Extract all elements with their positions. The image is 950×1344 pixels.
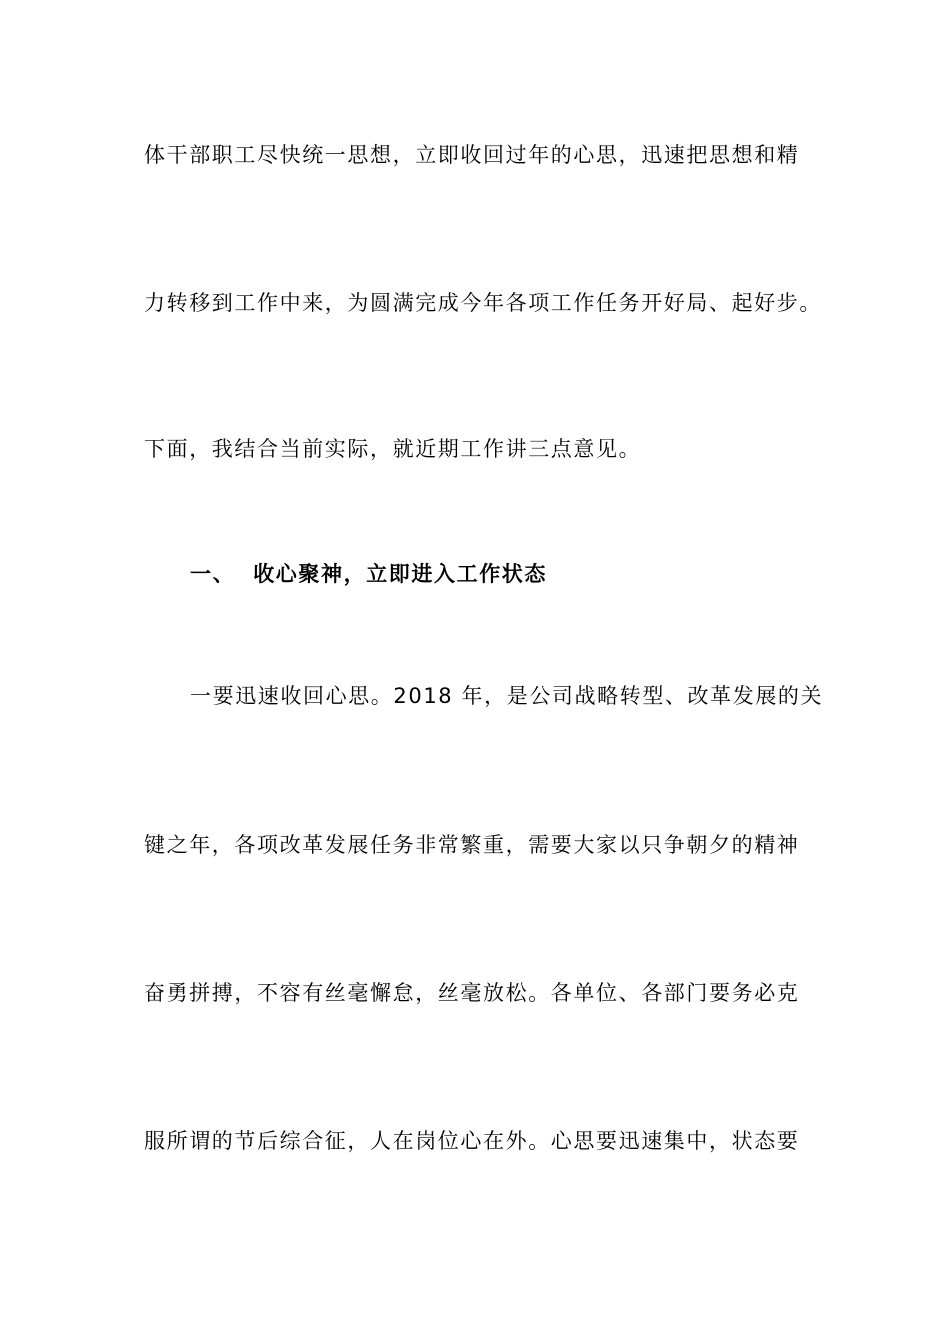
paragraph-2-line-3: 奋勇拼搏，不容有丝毫懈怠，丝毫放松。各单位、各部门要务必克 [144,981,800,1005]
paragraph-2-line-1: 一要迅速收回心思。2018 年，是公司战略转型、改革发展的关 [190,684,824,708]
paragraph-2-line-4: 服所谓的节后综合征，人在岗位心在外。心思要迅速集中，状态要 [144,1129,800,1153]
paragraph-1-line-1: 体干部职工尽快统一思想，立即收回过年的心思，迅速把思想和精 [144,143,800,167]
section-1-title: 收心聚神，立即进入工作状态 [253,562,548,586]
paragraph-1-line-2: 力转移到工作中来，为圆满完成今年各项工作任务开好局、起好步。 [144,291,822,315]
paragraph-2-line-2: 键之年，各项改革发展任务非常繁重，需要大家以只争朝夕的精神 [144,833,800,857]
paragraph-1-line-3: 下面，我结合当前实际，就近期工作讲三点意见。 [144,437,642,461]
section-1-heading [190,561,547,587]
section-1-number: 一、 [190,562,236,586]
